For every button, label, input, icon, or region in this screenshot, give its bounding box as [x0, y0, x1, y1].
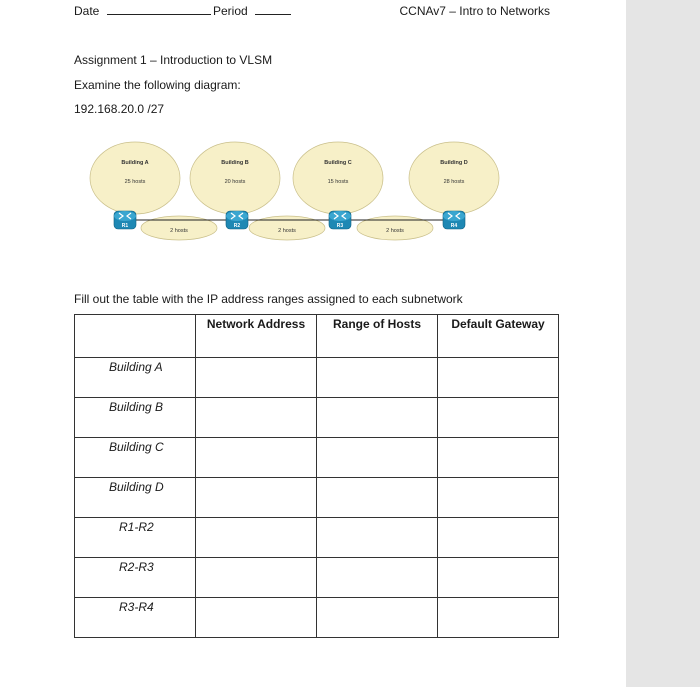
building-hosts: 25 hosts: [124, 179, 146, 185]
router-label: R4: [450, 223, 458, 229]
table-row: [75, 478, 559, 518]
row-label: R2-R3: [119, 560, 154, 574]
table-row: [75, 598, 559, 638]
building-hosts: 28 hosts: [443, 179, 465, 185]
router-icon: [329, 211, 351, 229]
default-gateway-cell[interactable]: [438, 398, 559, 438]
date-label: Date: [74, 4, 100, 18]
range-of-hosts-cell[interactable]: [317, 438, 438, 478]
row-label: Building D: [109, 480, 164, 494]
course-title: CCNAv7 – Intro to Networks: [399, 4, 550, 18]
range-of-hosts-cell[interactable]: [317, 398, 438, 438]
row-label: Building A: [109, 360, 163, 374]
assignment-title: Assignment 1 – Introduction to VLSM: [74, 53, 273, 67]
row-label-cell: [75, 558, 196, 598]
range-of-hosts-cell[interactable]: [317, 558, 438, 598]
row-label-cell: [75, 518, 196, 558]
table-row: [75, 398, 559, 438]
row-label-cell: [75, 598, 196, 638]
table-row: [75, 358, 559, 398]
network-address-cell[interactable]: [196, 478, 317, 518]
header-default-gateway: Default Gateway: [438, 315, 559, 358]
instruction-text: Examine the following diagram:: [74, 78, 241, 92]
table-instruction: Fill out the table with the IP address ranges assigned to each subnetwork: [74, 292, 463, 306]
period-field: [213, 4, 291, 18]
row-label-cell: [75, 478, 196, 518]
router-label: R3: [336, 223, 344, 229]
row-label: R3-R4: [119, 600, 154, 614]
wan-link-hosts: 2 hosts: [170, 228, 188, 234]
period-label: Period: [213, 4, 248, 18]
network-address-cell[interactable]: [196, 438, 317, 478]
default-gateway-cell[interactable]: [438, 518, 559, 558]
network-diagram: [80, 138, 520, 248]
building-hosts: 20 hosts: [224, 179, 246, 185]
router-icon: [226, 211, 248, 229]
building-lan-circle: [293, 142, 383, 214]
network-address-cell[interactable]: [196, 598, 317, 638]
row-label: R1-R2: [119, 520, 154, 534]
period-blank: [255, 4, 291, 15]
table-header-row: [75, 315, 559, 358]
default-gateway-cell[interactable]: [438, 478, 559, 518]
row-label: Building B: [109, 400, 164, 414]
date-blank: [107, 4, 211, 15]
building-name: Building A: [121, 160, 149, 166]
default-gateway-cell[interactable]: [438, 598, 559, 638]
building-name: Building B: [221, 160, 249, 166]
range-of-hosts-cell[interactable]: [317, 518, 438, 558]
building-lan-circle: [190, 142, 280, 214]
router-label: R2: [233, 223, 241, 229]
building-name: Building C: [324, 160, 352, 166]
range-of-hosts-cell[interactable]: [317, 598, 438, 638]
building-lan-circle: [409, 142, 499, 214]
header: [74, 4, 550, 20]
router-icon: [443, 211, 465, 229]
network-address-cell[interactable]: [196, 518, 317, 558]
header-range-of-hosts: Range of Hosts: [317, 315, 438, 358]
default-gateway-cell[interactable]: [438, 558, 559, 598]
range-of-hosts-cell[interactable]: [317, 358, 438, 398]
network-address-cell[interactable]: [196, 398, 317, 438]
router-icon: [114, 211, 136, 229]
row-label-cell: [75, 358, 196, 398]
subnet-table: [74, 314, 559, 638]
building-name: Building D: [440, 160, 468, 166]
row-label-cell: [75, 438, 196, 478]
row-label: Building C: [109, 440, 164, 454]
row-label-cell: [75, 398, 196, 438]
router-label: R1: [121, 223, 129, 229]
range-of-hosts-cell[interactable]: [317, 478, 438, 518]
network-address-cell[interactable]: [196, 558, 317, 598]
building-lan-circle: [90, 142, 180, 214]
header-cell-empty: [75, 315, 196, 358]
date-field: [74, 4, 211, 18]
building-hosts: 15 hosts: [327, 179, 349, 185]
default-gateway-cell[interactable]: [438, 358, 559, 398]
network-address: 192.168.20.0 /27: [74, 102, 165, 116]
table-row: [75, 558, 559, 598]
network-address-cell[interactable]: [196, 358, 317, 398]
wan-link-hosts: 2 hosts: [278, 228, 296, 234]
table-row: [75, 518, 559, 558]
table-row: [75, 438, 559, 478]
default-gateway-cell[interactable]: [438, 438, 559, 478]
header-network-address: Network Address: [196, 315, 317, 358]
wan-link-hosts: 2 hosts: [386, 228, 404, 234]
